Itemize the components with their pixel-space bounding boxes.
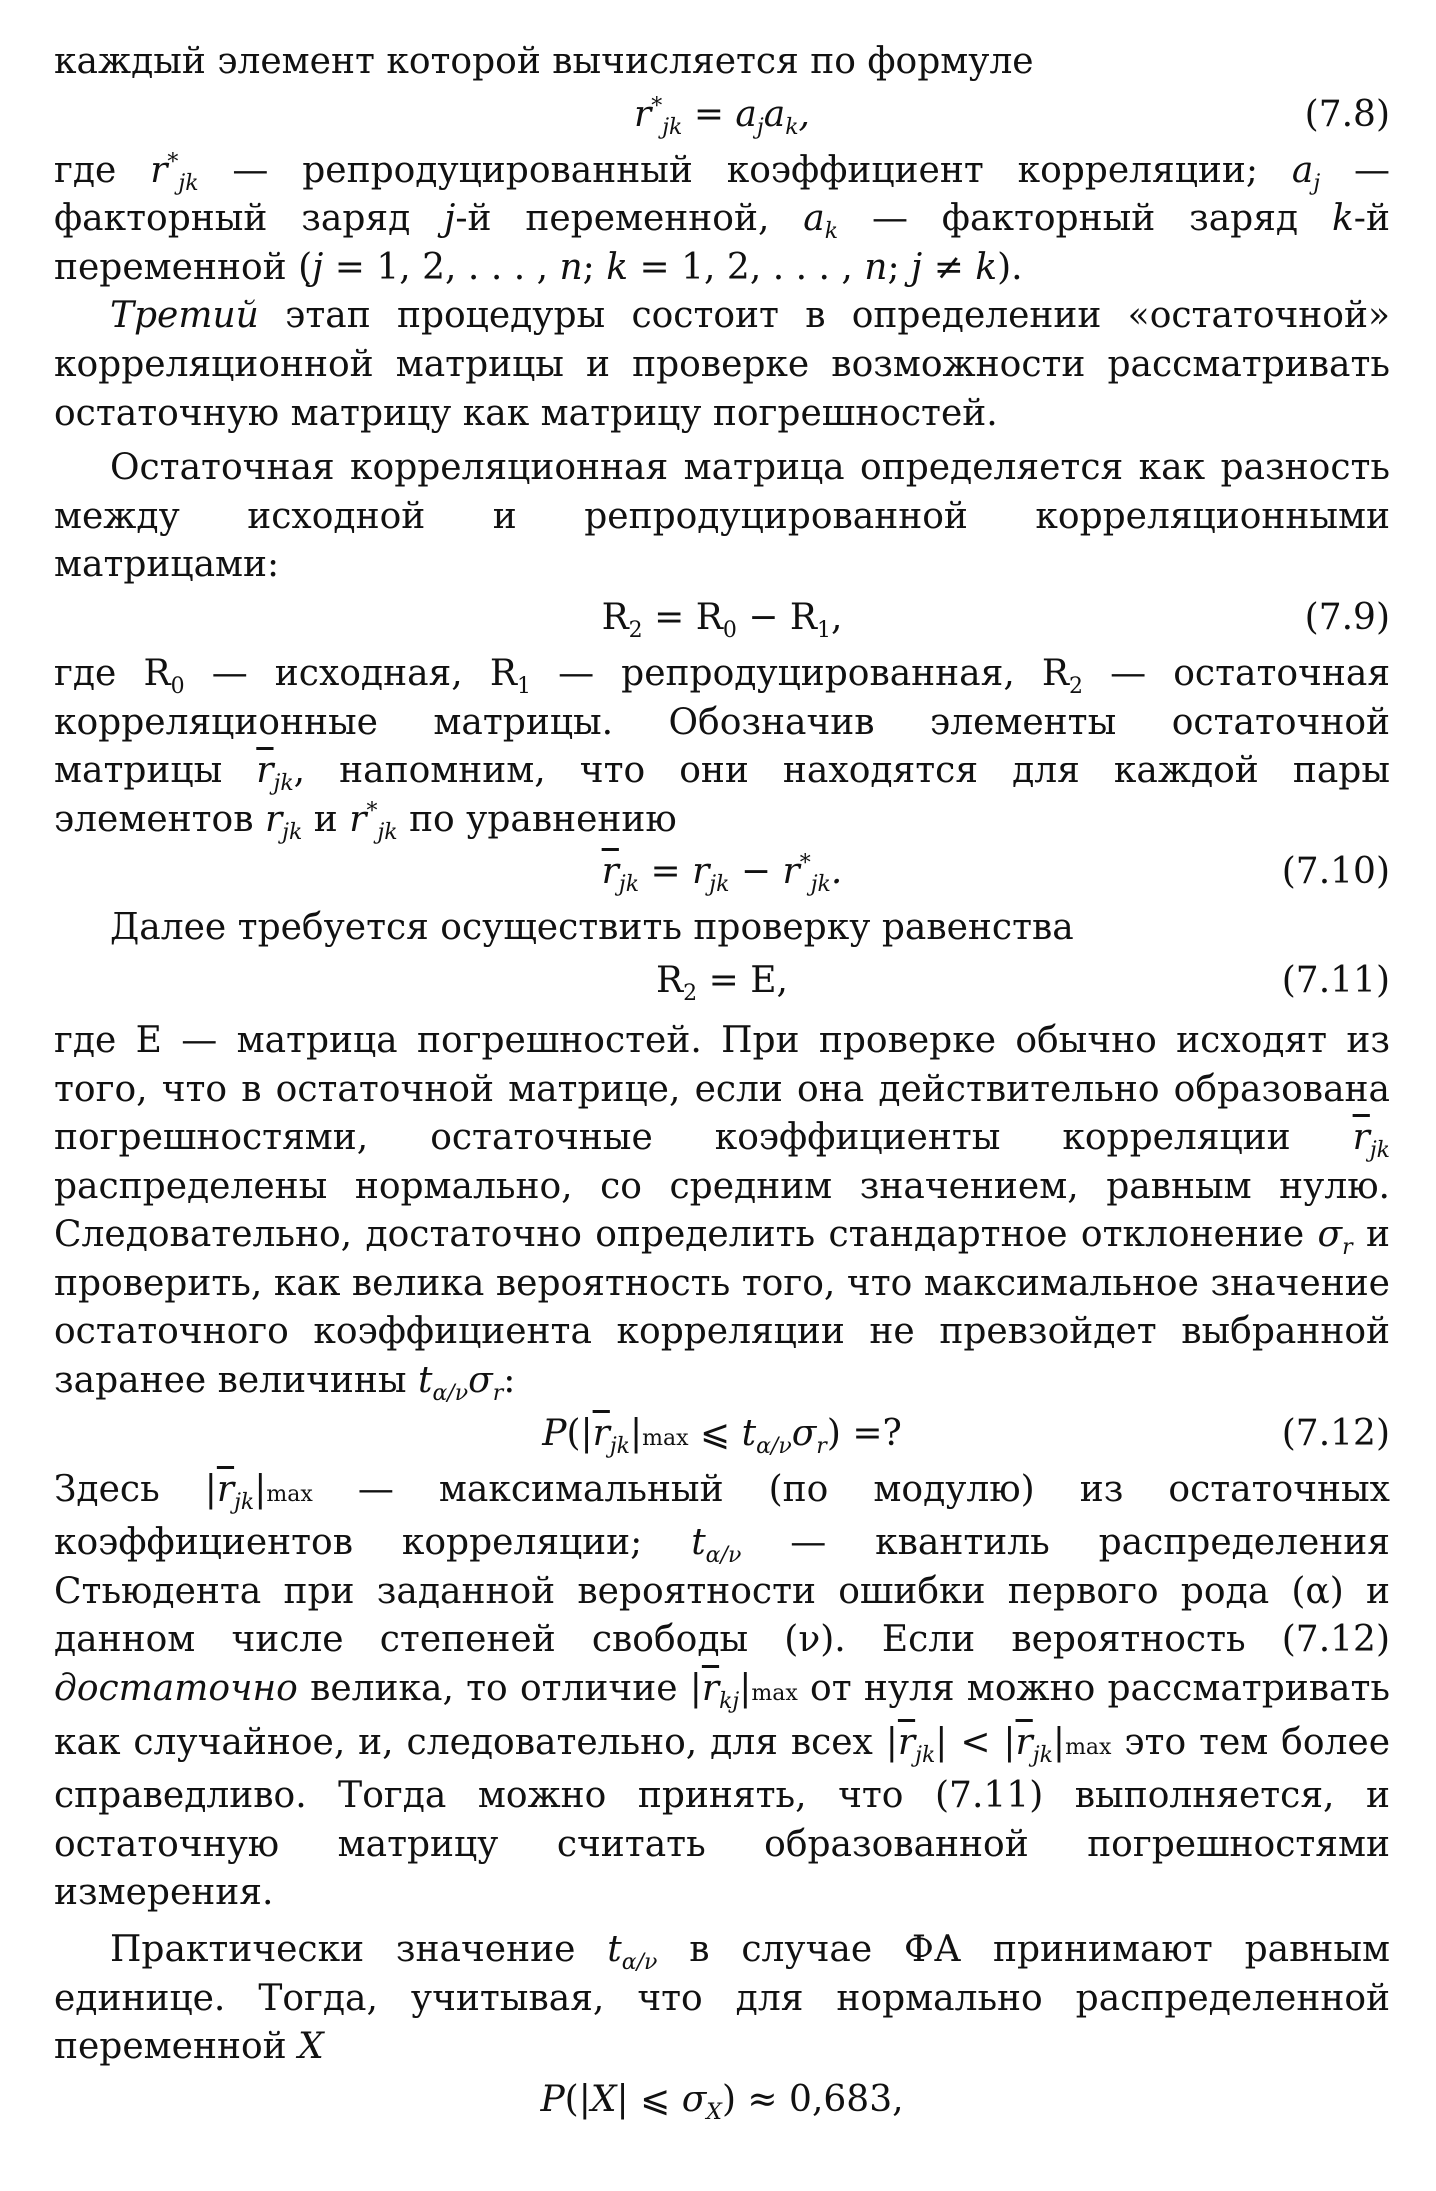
- paragraph-definitions: где $r^*_{jk}$ — репродуцированный коэффициент корреляции; $a_j$ — факторный заряд j-й переменной, $a_k$ — факторный заряд k-й переменной (j = 1, 2, . . . , n; k = 1, 2, . . . , n; j ≠ k).: [54, 149, 1390, 288]
- paragraph-check: Далее требуется осуществить проверку равенства: [110, 907, 1074, 949]
- equation-number: (7.11): [1281, 959, 1390, 1001]
- equation-number: (7.8): [1304, 93, 1390, 135]
- paragraph-error-matrix: где E — матрица погрешностей. При проверке обычно исходят из того, что в остаточной матрице, если она действительно образована погрешностями, остаточные коэффициенты корреляции $\overline{r}_{jk}$ распределены нормально, со средним значением, равным нулю. Следовательно, достаточно определить стандартное отклонение $\sigma_r$ и проверить, как велика вероятность того, что максимальное значение остаточного коэффициента корреляции не превзойдет выбранной заранее величины $t_{\alpha/\nu}\sigma_r$:: [54, 1019, 1390, 1407]
- equation-number: (7.12): [1281, 1412, 1390, 1454]
- equation-7-8: $r^*_{jk} = a_ja_k$, (7.8): [54, 91, 1390, 141]
- equation-normal-probability: P(|X| ⩽ $\sigma_X) \approx 0,683$,: [540, 2078, 904, 2125]
- paragraph-practice: Практически значение $t_{\alpha/\nu}$ в случае ФА принимают равным единице. Тогда, учитывая, что для нормально распределенной переменной X: [54, 1929, 1391, 2068]
- paragraph-residual-matrix: Остаточная корреляционная матрица определяется как разность между исходной и репродуцированной корреляционными матрицами:: [54, 447, 1390, 586]
- paragraph-matrices: где $R_0$ — исходная, $R_1$ — репродуцированная, $R_2$ — остаточная корреляционные матрицы. Обозначив элементы остаточной матрицы $\overline{r}_{jk}$, напомним, что они находятся для каждой пары элементов $r_{jk}$ и $r^*_{jk}$ по уравнению: [54, 652, 1391, 845]
- equation-number: (7.9): [1304, 596, 1390, 638]
- equation-number: (7.10): [1281, 851, 1390, 893]
- paragraph-third-stage: Третий этап процедуры состоит в определении «остаточной» корреляционной матрицы и проверке возможности рассматривать остаточную матрицу как матрицу погрешностей.: [54, 295, 1390, 434]
- equation-7-11: $R_2 = E$, (7.11): [54, 957, 1390, 1007]
- paragraph-explanation: Здесь $|\overline{r}_{jk}|\max$ — максимальный (по модулю) из остаточных коэффициентов корреляции; $t_{\alpha/\nu}$ — квантиль распределения Стьюдента при заданной вероятности ошибки первого рода (α) и данном числе степеней свободы (ν). Если вероятность (7.12) достаточно велика, то отличие $|\overline{r}_{kj}|\max$ от нуля можно рассматривать как случайное, и, следовательно, для всех $|\overline{r}_{jk}| < |\overline{r}_{jk}|\max$ это тем более справедливо. Тогда можно принять, что (7.11) выполняется, и остаточную матрицу считать образованной погрешностями измерения.: [54, 1468, 1391, 1914]
- equation-7-12: $P(|\overline{r}_{jk}|\max$ ⩽ $t_{\alpha/\nu}\sigma_r$) =? (7.12): [54, 1410, 1390, 1460]
- equation-7-10: $\overline{r}_{jk} = r_{jk} - r^*_{jk}$. (7.10): [54, 848, 1390, 898]
- paragraph-intro: каждый элемент которой вычисляется по формуле: [54, 41, 1034, 82]
- equation-7-9: $R_2 = R_0 - R_1$, (7.9): [54, 594, 1390, 644]
